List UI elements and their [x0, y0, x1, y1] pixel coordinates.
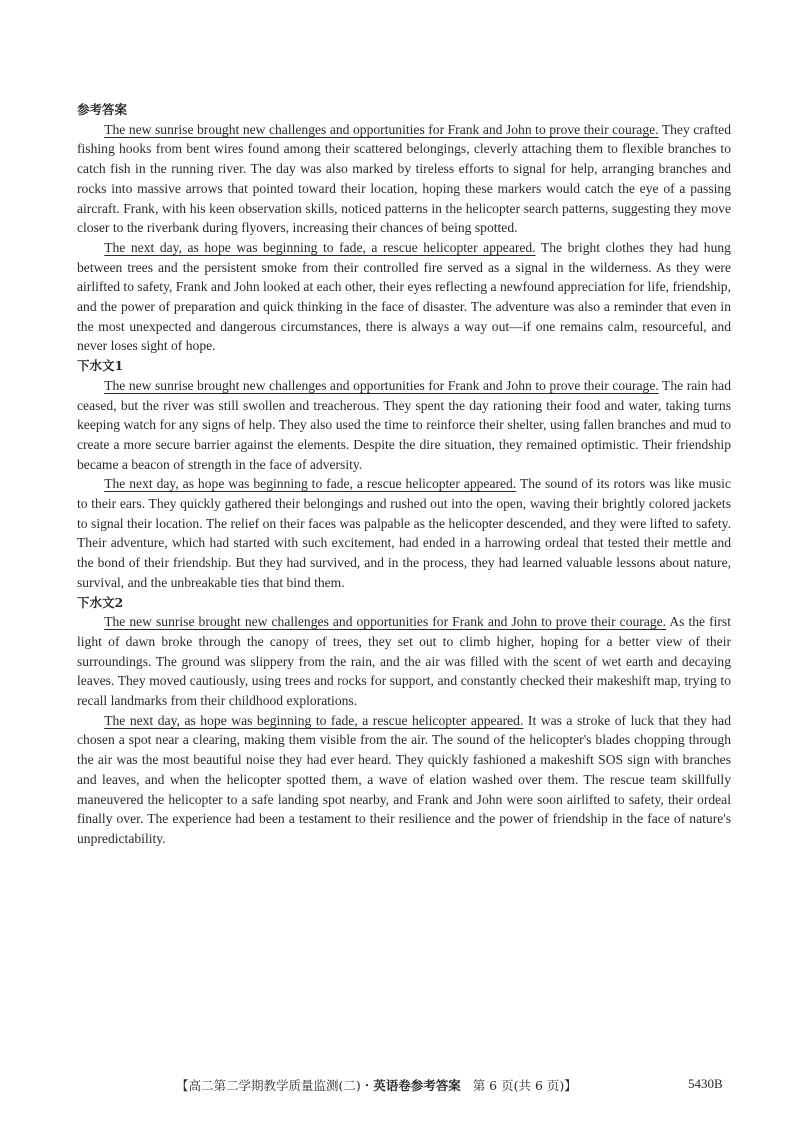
section-reference-answer	[77, 100, 731, 356]
footer-subject: 英语卷参考答案	[373, 1078, 461, 1093]
paragraph-body: The bright clothes they had hung between trees and the persistent smoke from their controlled fire served as a signal in the wilderness. As they were airlifted to safety, Frank and John looked at each other, their eyes reflecting a newfound appreciation for life, friendship, and the power of preparation and quick thinking in the face of disaster. The adventure was also a reminder that even in the most unexpected and dangerous circumstances, there is always a way out—if one remains calm, resourceful, and never loses sight of hope.	[77, 239, 731, 354]
paragraph	[77, 238, 731, 356]
paragraph	[77, 612, 731, 711]
paragraph	[77, 474, 731, 592]
section-heading: 下水文2	[77, 594, 124, 610]
paragraph	[77, 120, 731, 238]
given-sentence: The new sunrise brought new challenges and opportunities for Frank and John to prove their courage.	[104, 121, 659, 137]
footer-page: 第 6 页(共 6 页)】	[472, 1078, 577, 1093]
given-sentence: The next day, as hope was beginning to fade, a rescue helicopter appeared.	[104, 476, 517, 492]
section-heading: 参考答案	[77, 102, 128, 117]
paragraph	[77, 711, 731, 849]
given-sentence: The new sunrise brought new challenges and opportunities for Frank and John to prove their courage.	[104, 614, 667, 630]
given-sentence: The next day, as hope was beginning to fade, a rescue helicopter appeared.	[104, 712, 524, 728]
paragraph-body: The rain had ceased, but the river was still swollen and treacherous. They spent the day rationing their food and water, taking turns keeping watch for any signs of help. They also used the time to reinforce their shelter, using fallen branches and mud to create a more secure barrier against the elements. Despite the dire situation, they remained optimistic. Their friendship became a beacon of strength in the face of adversity.	[77, 377, 731, 472]
answer-document	[77, 100, 731, 849]
paragraph-body: They crafted fishing hooks from bent wires found among their scattered belongings, cleverly attaching them to flexible branches to catch fish in the running river. The day was also marked by tireless efforts to signal for help, arranging branches and rocks into massive arrows that pointed toward their location, hoping these markers would catch the eye of a passing aircraft. Frank, with his keen observation skills, noticed patterns in the helicopter search patterns, suggesting they move closer to the riverbank during flyovers, increasing their chances of being spotted.	[77, 121, 731, 236]
footer-code: 5430B	[688, 1076, 723, 1091]
footer-title	[176, 1076, 577, 1094]
paragraph-body: As the first light of dawn broke through the canopy of trees, they set out to climb higher, hoping for a better view of their surroundings. The ground was slippery from the rain, and the air was filled with the scent of wet earth and decaying leaves. They moved cautiously, using trees and rocks for support, and constantly checked their makeshift map, trying to recall landmarks from their childhood explorations.	[77, 614, 731, 709]
section-sample-2	[77, 593, 731, 849]
section-heading: 下水文1	[77, 358, 124, 374]
paragraph-body: The sound of its rotors was like music to their ears. They quickly gathered their belongings and rushed out into the open, waving their brightly colored jackets to signal their location. The relief on their faces was palpable as the helicopter descended, and they were lifted to safety. Their adventure, which had started with such excitement, had ended in a harrowing ordeal that tested their mettle and the bond of their friendship. But they had survived, and in the process, they had learned valuable lessons about nature, survival, and the unbreakable ties that bind them.	[77, 476, 731, 590]
paragraph-body: It was a stroke of luck that they had chosen a spot near a clearing, making them visible from the air. The sound of the helicopter's blades chopping through the air was the most beautiful noise they had ever heard. They quickly fashioned a makeshift SOS sign with branches and leaves, and when the helicopter spotted them, a wave of elation washed over them. The rescue team skillfully maneuvered the helicopter to a safe landing spot nearby, and Frank and John were soon airlifted to safety, their ordeal finally over. The experience had been a testament to their resilience and the power of friendship in the face of nature's unpredictability.	[77, 712, 731, 846]
footer-exam: 【高二第二学期教学质量监测(二)・	[176, 1078, 374, 1093]
section-sample-1	[77, 356, 731, 592]
paragraph	[77, 376, 731, 475]
given-sentence: The next day, as hope was beginning to fade, a rescue helicopter appeared.	[104, 239, 536, 255]
given-sentence: The new sunrise brought new challenges and opportunities for Frank and John to prove their courage.	[104, 377, 659, 393]
